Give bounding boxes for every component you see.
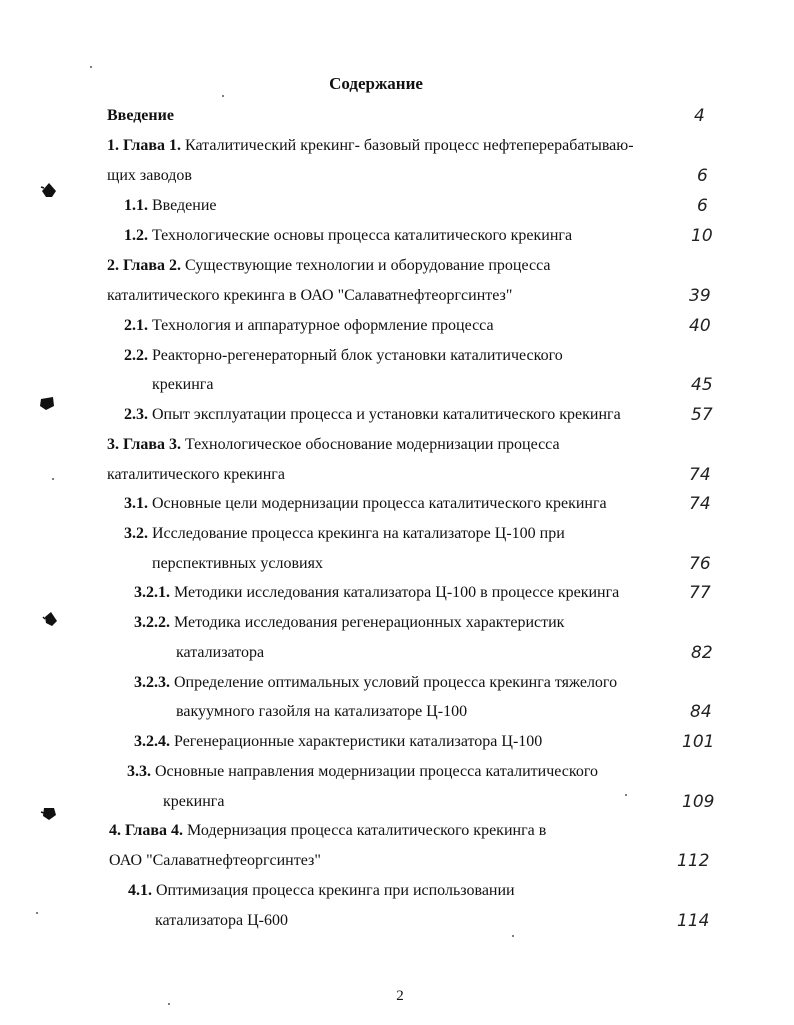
toc-entry-text: Технологические основы процесса каталитического крекинга — [152, 227, 573, 244]
toc-entry-number: 2.2. — [124, 347, 148, 364]
footer-page-number: 2 — [396, 988, 404, 1004]
toc-entry-text: Модернизация процесса каталитического крекинга в — [187, 822, 547, 839]
toc-entry-number: 3. Глава 3. — [107, 436, 181, 453]
toc-entry-text: ОАО "Салаватнефтеоргсинтез" — [109, 852, 321, 869]
toc-page-number: 82 — [691, 643, 713, 663]
toc-entry-text: Технология и аппаратурное оформление процесса — [152, 317, 494, 334]
toc-entry-number: 3.2. — [124, 525, 148, 542]
toc-entry-22 — [127, 762, 598, 782]
toc-entry-6 — [107, 286, 512, 306]
toc-entry-20 — [176, 702, 467, 722]
toc-entry-number: 2.3. — [124, 406, 148, 423]
toc-entry-number: Введение — [107, 107, 174, 124]
toc-entry-14 — [124, 524, 565, 544]
toc-entry-number: 3.2.4. — [134, 733, 170, 750]
toc-entry-text: каталитического крекинга в ОАО "Салаватнефтеоргсинтез" — [107, 287, 513, 304]
toc-page-number: 114 — [677, 911, 710, 931]
toc-entry-text: крекинга — [163, 793, 225, 810]
scan-speck — [222, 95, 224, 97]
toc-page-number: 74 — [689, 494, 711, 514]
toc-entry-text: катализатора — [176, 644, 265, 661]
toc-entry-text: катализатора Ц-600 — [155, 912, 288, 929]
toc-entry-text: Опыт эксплуатации процесса и установки каталитического крекинга — [152, 406, 621, 423]
toc-page-number: 76 — [689, 554, 711, 574]
toc-entry-number: 4.1. — [128, 882, 152, 899]
scan-speck — [512, 935, 514, 937]
binding-hole-mark — [40, 805, 58, 821]
toc-entry-text: перспективных условиях — [152, 555, 323, 572]
toc-page-number: 101 — [682, 732, 715, 752]
toc-entry-21 — [134, 732, 542, 752]
toc-page-number: 39 — [689, 286, 711, 306]
toc-entry-text: Каталитический крекинг- базовый процесс нефтеперерабатываю- — [185, 137, 634, 154]
toc-entry-number: 3.2.2. — [134, 614, 170, 631]
binding-hole-mark — [38, 395, 56, 411]
toc-page-number: 6 — [697, 196, 708, 216]
toc-entry-text: каталитического крекинга — [107, 466, 285, 483]
toc-page-number: 45 — [691, 375, 713, 395]
toc-entry-text: Основные цели модернизации процесса каталитического крекинга — [152, 495, 607, 512]
toc-entry-16 — [134, 583, 619, 603]
scan-speck — [52, 478, 54, 480]
toc-entry-text: Существующие технологии и оборудование процесса — [185, 257, 551, 274]
toc-entry-number: 3.2.3. — [134, 674, 170, 691]
toc-entry-number: 3.3. — [127, 763, 151, 780]
toc-entry-9 — [152, 375, 213, 395]
page-title: Содержание — [329, 74, 423, 93]
toc-entry-text: Оптимизация процесса крекинга при использовании — [156, 882, 515, 899]
toc-entry-text: Введение — [152, 197, 217, 214]
toc-entry-number: 3.1. — [124, 495, 148, 512]
toc-page-number: 6 — [697, 166, 708, 186]
toc-entry-10 — [124, 405, 621, 425]
toc-page-number: 112 — [677, 851, 710, 871]
toc-entry-number: 2. Глава 2. — [107, 257, 181, 274]
toc-entry-18 — [176, 643, 264, 663]
toc-entry-17 — [134, 613, 564, 633]
toc-page-number: 4 — [694, 106, 705, 126]
toc-entry-2 — [107, 166, 192, 186]
toc-entry-0 — [107, 106, 174, 126]
toc-entry-8 — [124, 346, 563, 366]
toc-entry-24 — [109, 821, 546, 841]
toc-entry-text: Определение оптимальных условий процесса крекинга тяжелого — [174, 674, 618, 691]
binding-hole-mark — [40, 182, 58, 198]
toc-entry-23 — [163, 792, 224, 812]
toc-entry-text: Реакторно-регенераторный блок установки каталитического — [152, 347, 563, 364]
toc-entry-13 — [124, 494, 607, 514]
toc-entry-text: крекинга — [152, 376, 214, 393]
toc-entry-19 — [134, 673, 617, 693]
toc-entry-text: Основные направления модернизации процесса каталитического — [155, 763, 599, 780]
toc-entry-text: Технологическое обоснование модернизации процесса — [185, 436, 560, 453]
toc-entry-12 — [107, 465, 285, 485]
binding-hole-mark — [42, 611, 60, 627]
toc-entry-text: Исследование процесса крекинга на катализаторе Ц-100 при — [152, 525, 565, 542]
toc-entry-1 — [107, 136, 634, 156]
toc-entry-3 — [124, 196, 217, 216]
toc-entry-text: вакуумного газойля на катализаторе Ц-100 — [176, 703, 468, 720]
toc-entry-number: 1. Глава 1. — [107, 137, 181, 154]
toc-entry-number: 2.1. — [124, 317, 148, 334]
toc-entry-15 — [152, 554, 323, 574]
toc-entry-7 — [124, 316, 494, 336]
toc-page-number: 84 — [690, 702, 712, 722]
toc-page-number: 40 — [689, 316, 711, 336]
toc-entry-number: 3.2.1. — [134, 584, 170, 601]
toc-page-number: 10 — [691, 226, 713, 246]
toc-entry-26 — [128, 881, 515, 901]
toc-entry-text: Методика исследования регенерационных характеристик — [174, 614, 565, 631]
toc-entry-5 — [107, 256, 550, 276]
toc-entry-text: щих заводов — [107, 167, 192, 184]
toc-entry-11 — [107, 435, 560, 455]
scan-speck — [168, 1003, 170, 1005]
toc-page-number: 77 — [689, 583, 711, 603]
toc-page-number: 57 — [691, 405, 713, 425]
toc-entry-number: 1.1. — [124, 197, 148, 214]
toc-entry-number: 4. Глава 4. — [109, 822, 183, 839]
toc-entry-4 — [124, 226, 572, 246]
toc-entry-text: Регенерационные характеристики катализатора Ц-100 — [174, 733, 543, 750]
scan-speck — [625, 794, 627, 796]
toc-page-number: 109 — [682, 792, 715, 812]
toc-entry-text: Методики исследования катализатора Ц-100 в процессе крекинга — [174, 584, 620, 601]
scan-speck — [90, 66, 92, 68]
toc-page-number: 74 — [689, 465, 711, 485]
toc-entry-25 — [109, 851, 321, 871]
scan-speck — [36, 912, 38, 914]
toc-entry-27 — [155, 911, 288, 931]
toc-entry-number: 1.2. — [124, 227, 148, 244]
